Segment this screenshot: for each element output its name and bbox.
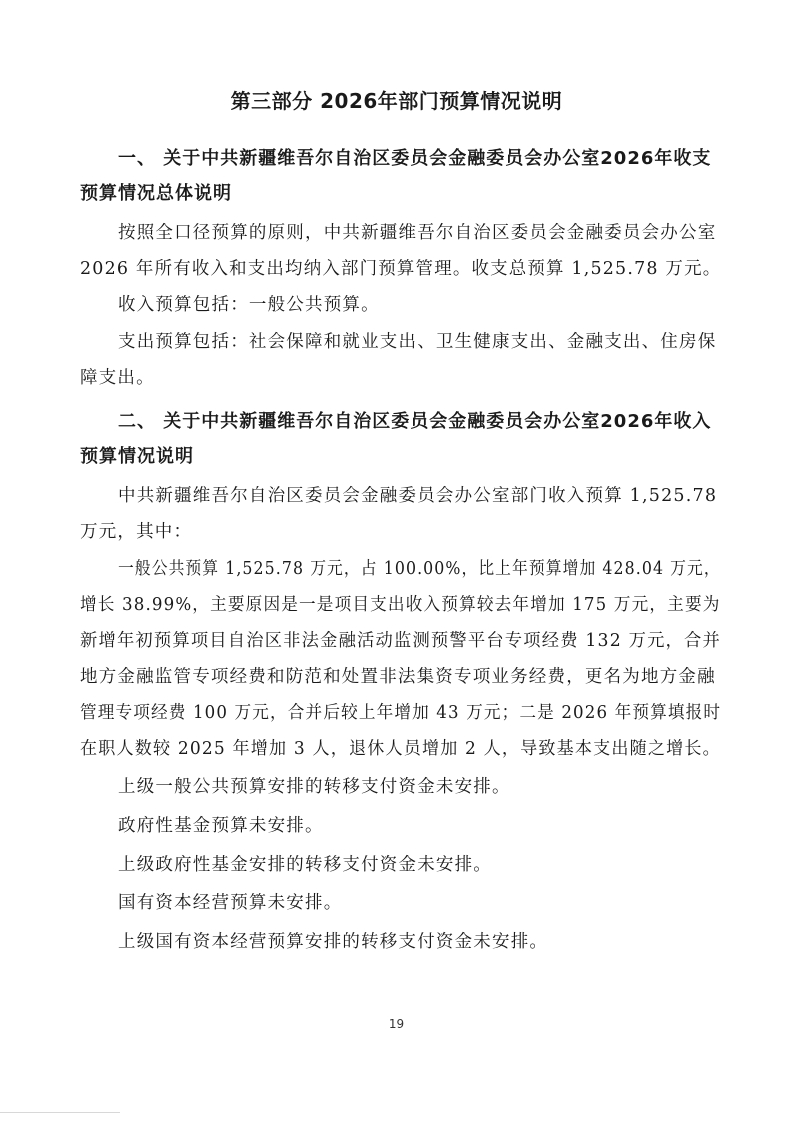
paragraph-line: 新增年初预算项目自治区非法金融活动监测预警平台专项经费 132 万元，合并: [80, 631, 721, 651]
paragraph-line: 在职人数较 2025 年增加 3 人，退休人员增加 2 人，导致基本支出随之增长。: [80, 739, 721, 759]
paragraph-line: 障支出。: [80, 368, 155, 388]
paragraph-line: 上级一般公共预算安排的转移支付资金未安排。: [118, 777, 511, 797]
section-heading-1-line-1: 一、 关于中共新疆维吾尔自治区委员会金融委员会办公室2026年收支: [118, 148, 712, 169]
paragraph-line: 2026 年所有收入和支出均纳入部门预算管理。收支总预算 1,525.78 万元。: [80, 259, 722, 279]
scan-edge-mark: [0, 1112, 120, 1113]
paragraph-line: 管理专项经费 100 万元，合并后较上年增加 43 万元；二是 2026 年预算填报时: [80, 703, 722, 723]
page-title: 第三部分 2026年部门预算情况说明: [230, 89, 563, 113]
paragraph-line: 万元，其中：: [80, 522, 193, 542]
paragraph-line: 一般公共预算 1,525.78 万元，占 100.00%，比上年预算增加 428.04 万元，: [118, 559, 721, 579]
paragraph-line: 上级政府性基金安排的转移支付资金未安排。: [118, 855, 492, 875]
section-heading-1-line-2: 预算情况总体说明: [80, 183, 232, 204]
paragraph-line: 政府性基金预算未安排。: [118, 816, 324, 836]
paragraph-line: 收入预算包括：一般公共预算。: [118, 295, 380, 315]
paragraph-line: 国有资本经营预算未安排。: [118, 893, 343, 913]
page-number: 19: [388, 1017, 405, 1031]
paragraph-line: 上级国有资本经营预算安排的转移支付资金未安排。: [118, 932, 549, 952]
paragraph-line: 按照全口径预算的原则，中共新疆维吾尔自治区委员会金融委员会办公室: [118, 223, 717, 243]
paragraph-line: 中共新疆维吾尔自治区委员会金融委员会办公室部门收入预算 1,525.78: [118, 486, 718, 506]
paragraph-line: 增长 38.99%，主要原因是一是项目支出收入预算较去年增加 175 万元，主要为: [80, 595, 721, 615]
paragraph-line: 地方金融监管专项经费和防范和处置非法集资专项业务经费，更名为地方金融: [80, 667, 716, 687]
section-heading-2-line-2: 预算情况说明: [80, 446, 194, 467]
section-heading-2-line-1: 二、 关于中共新疆维吾尔自治区委员会金融委员会办公室2026年收入: [118, 411, 712, 432]
paragraph-line: 支出预算包括：社会保障和就业支出、卫生健康支出、金融支出、住房保: [118, 332, 717, 352]
